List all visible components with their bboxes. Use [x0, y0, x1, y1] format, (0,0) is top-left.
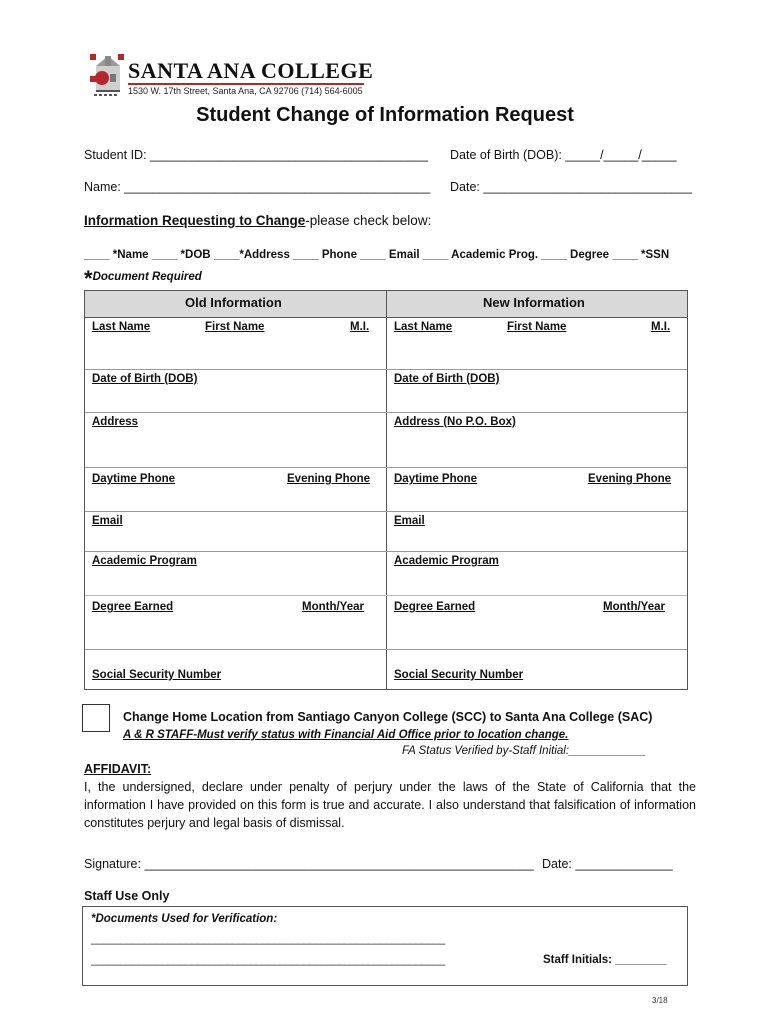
- document-required-note: [84, 266, 202, 292]
- new-info-header: New Information: [483, 295, 585, 310]
- new-dob[interactable]: Date of Birth (DOB): [394, 373, 500, 385]
- new-last-name[interactable]: Last Name: [394, 321, 453, 333]
- new-first-name[interactable]: First Name: [507, 321, 567, 333]
- old-month-year[interactable]: Month/Year: [302, 601, 364, 613]
- documents-line-2[interactable]: ____________________________________________________________: [91, 954, 445, 966]
- signature-date-field[interactable]: Date: ______________: [542, 857, 673, 871]
- asterisk: *: [84, 266, 93, 291]
- student-id-field[interactable]: Student ID: ________________________________________: [84, 148, 429, 162]
- old-dob[interactable]: Date of Birth (DOB): [92, 373, 198, 385]
- staff-initials-field[interactable]: ________: [615, 954, 667, 966]
- old-ssn[interactable]: Social Security Number: [92, 669, 222, 681]
- information-table: [84, 290, 688, 690]
- college-logo: [88, 52, 128, 98]
- staff-use-heading: Staff Use Only: [84, 889, 170, 903]
- new-email[interactable]: Email: [394, 515, 425, 527]
- new-daytime-phone[interactable]: Daytime Phone: [394, 473, 478, 485]
- old-info-header: Old Information: [185, 295, 282, 310]
- row-divider: [85, 467, 687, 468]
- new-ssn[interactable]: Social Security Number: [394, 669, 524, 681]
- fa-status-verified: [402, 745, 646, 757]
- change-options-line[interactable]: ____ *Name ____ *DOB ____*Address ____ Phone ____ Email ____ Academic Prog. ____ Degree ____ *SSN: [84, 249, 670, 261]
- row-divider: [85, 412, 687, 413]
- new-month-year[interactable]: Month/Year: [603, 601, 665, 613]
- info-request-heading-bold: Information Requesting to Change: [84, 213, 306, 228]
- row-divider: [85, 649, 687, 650]
- staff-use-box: [82, 906, 688, 986]
- new-evening-phone[interactable]: Evening Phone: [588, 473, 672, 485]
- new-degree-earned[interactable]: Degree Earned: [394, 601, 476, 613]
- header-rule: [128, 83, 364, 85]
- old-degree-earned[interactable]: Degree Earned: [92, 601, 174, 613]
- signature-field[interactable]: Signature: ________________________________________________________: [84, 857, 534, 871]
- row-divider: [85, 511, 687, 512]
- old-evening-phone[interactable]: Evening Phone: [287, 473, 371, 485]
- old-daytime-phone[interactable]: Daytime Phone: [92, 473, 176, 485]
- document-required-text: Document Required: [92, 271, 202, 283]
- fa-status-initial-field[interactable]: ____________: [569, 745, 646, 757]
- affidavit-text: I, the undersigned, declare under penalty of perjury under the laws of the State of California that the information I have provided on this form is true and accurate. I also understand that falsification of information constitutes perjury and legal basis of dismissal.: [84, 780, 696, 830]
- name-field[interactable]: Name: ____________________________________________: [84, 180, 431, 194]
- row-divider: [85, 369, 687, 370]
- college-address: 1530 W. 17th Street, Santa Ana, CA 92706 (714) 564-6005: [128, 86, 363, 96]
- new-address[interactable]: Address (No P.O. Box): [394, 416, 516, 428]
- documents-used-label: *Documents Used for Verification:: [91, 913, 278, 925]
- row-divider: [85, 551, 687, 552]
- new-academic-program[interactable]: Academic Program: [394, 555, 499, 567]
- documents-line-1[interactable]: ____________________________________________________________: [91, 933, 445, 945]
- date-field[interactable]: Date: ______________________________: [450, 180, 692, 194]
- staff-initials: [543, 954, 666, 966]
- affidavit-heading: AFFIDAVIT:: [84, 762, 152, 776]
- table-column-divider: [386, 291, 387, 689]
- staff-initials-label: Staff Initials:: [543, 954, 613, 966]
- dob-field[interactable]: Date of Birth (DOB): _____/_____/_____: [450, 148, 677, 162]
- home-location-checkbox[interactable]: [82, 704, 110, 732]
- fa-status-label: FA Status Verified by-Staff Initial:: [402, 745, 570, 757]
- page-code: 3/18: [652, 996, 668, 1005]
- info-request-heading: [84, 213, 431, 228]
- old-first-name[interactable]: First Name: [205, 321, 265, 333]
- college-name: SANTA ANA COLLEGE: [128, 58, 374, 83]
- old-academic-program[interactable]: Academic Program: [92, 555, 197, 567]
- old-address[interactable]: Address: [92, 416, 139, 428]
- old-email[interactable]: Email: [92, 515, 123, 527]
- old-last-name[interactable]: Last Name: [92, 321, 151, 333]
- new-mi[interactable]: M.I.: [651, 321, 671, 333]
- info-request-heading-rest: -please check below:: [305, 213, 432, 228]
- staff-verify-note: A & R STAFF-Must verify status with Financial Aid Office prior to location change.: [123, 729, 569, 741]
- row-divider: [85, 595, 687, 596]
- old-mi[interactable]: M.I.: [350, 321, 370, 333]
- form-title: Student Change of Information Request: [196, 104, 574, 126]
- home-location-label: Change Home Location from Santiago Canyon College (SCC) to Santa Ana College (SAC): [123, 710, 653, 724]
